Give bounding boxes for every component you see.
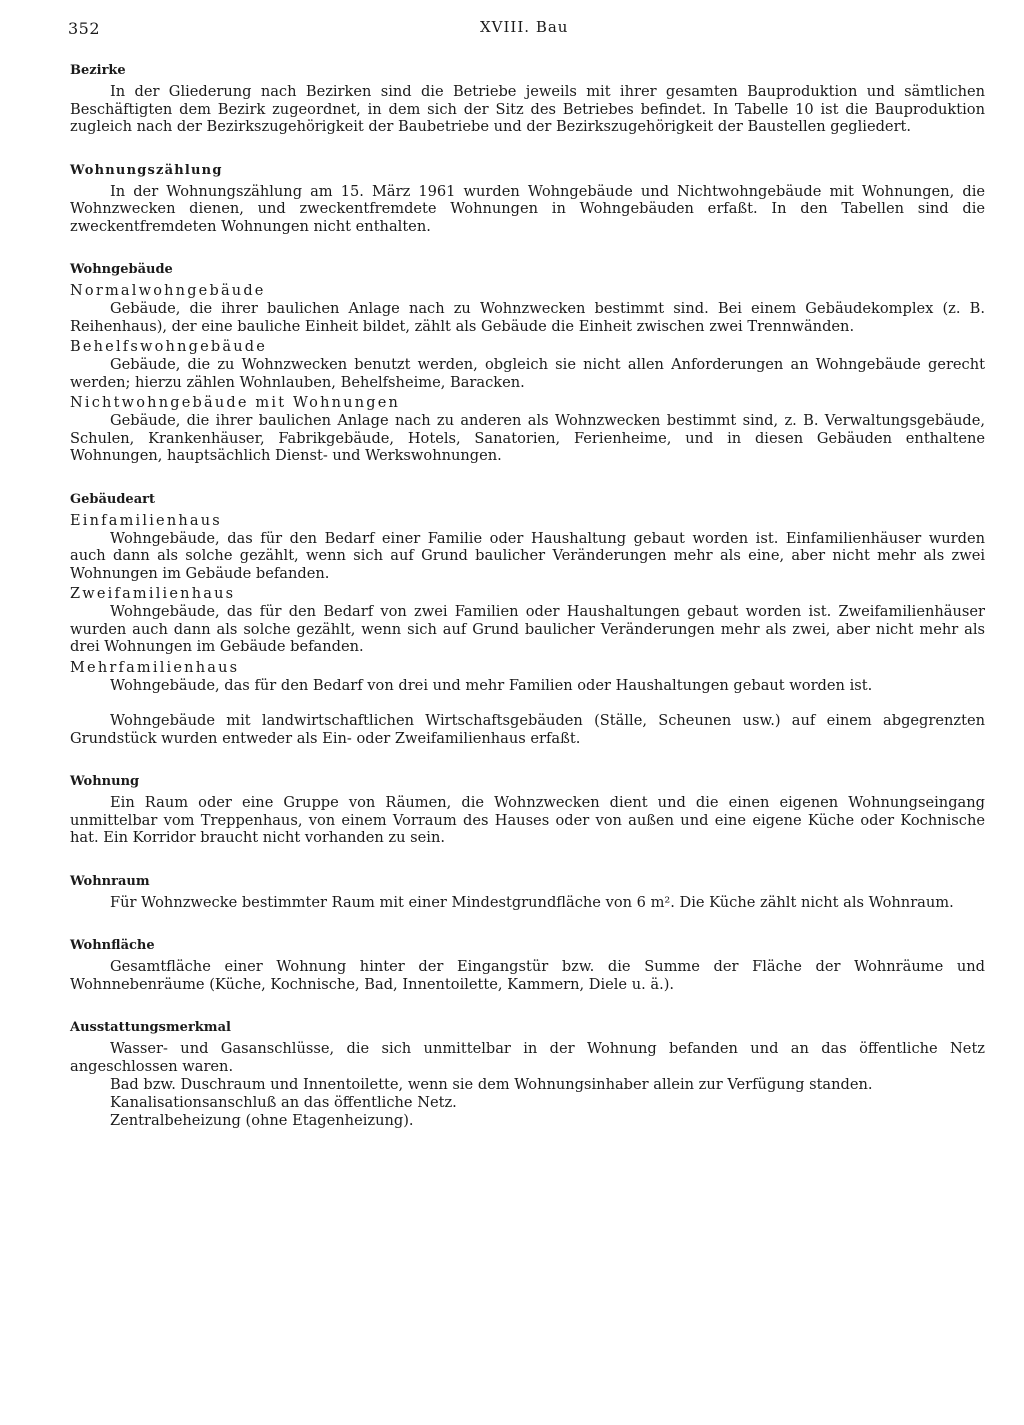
section-heading: Wohngebäude: [70, 262, 173, 277]
subheading: Normalwohngebäude: [70, 283, 266, 299]
page-number: 352: [68, 19, 101, 38]
paragraph: Wohngebäude, das für den Bedarf von drei und mehr Familien oder Haushaltungen gebaut worden ist.: [110, 676, 873, 694]
section-gebaeudeart: [70, 491, 985, 748]
running-head: XVIII. Bau: [480, 18, 569, 36]
section-bezirke: [70, 62, 985, 136]
paragraph: Für Wohnzwecke bestimmter Raum mit einer Mindestgrundfläche von 6 m². Die Küche zählt nicht als Wohnraum.: [110, 893, 954, 911]
section-heading: Wohnungszählung: [70, 162, 223, 178]
section-heading: Bezirke: [70, 63, 126, 78]
paragraph: Gebäude, die ihrer baulichen Anlage nach zu anderen als Wohnzwecken bestimmt sind, z. B. Verwaltungsgebäude, Schulen, Krankenhäuser, Fabrikgebäude, Hotels, Sanatorien, Ferienheime, und in diesen Gebäuden enthaltene Wohnungen, hauptsächlich Dienst- und Werkswohnungen.: [70, 412, 985, 464]
subheading: Einfamilienhaus: [70, 512, 222, 529]
list-item: Wasser- und Gasanschlüsse, die sich unmittelbar in der Wohnung befanden und an das öffentliche Netz angeschlossen waren.: [70, 1040, 985, 1075]
paragraph: Wohngebäude, das für den Bedarf einer Familie oder Haushaltung gebaut worden ist. Einfamilienhäuser wurden auch dann als solche gezählt, wenn sich auf Grund baulicher Veränderungen mehr als eine, aber nicht mehr als zwei Wohnungen im Gebäude befanden.: [70, 529, 985, 582]
section-heading: Wohnfläche: [70, 938, 155, 953]
section-wohnraum: [70, 873, 985, 912]
section-heading: Wohnraum: [70, 873, 150, 889]
subheading: Mehrfamilienhaus: [70, 659, 240, 676]
page-content: [70, 62, 985, 1156]
paragraph: Wohngebäude, das für den Bedarf von zwei Familien oder Haushaltungen gebaut worden ist. Zweifamilienhäuser wurden auch dann als solche gezählt, wenn sich auf Grund baulicher Veränderungen mehr als zwei, aber nicht mehr als drei Wohnungen im Gebäude befanden.: [70, 603, 985, 655]
paragraph: Gesamtfläche einer Wohnung hinter der Eingangstür bzw. die Summe der Fläche der Wohnräume und Wohnnebenräume (Küche, Kochnische, Bad, Innentoilette, Kammern, Diele u. ä.).: [70, 958, 985, 993]
paragraph: In der Wohnungszählung am 15. März 1961 wurden Wohngebäude und Nichtwohngebäude mit Wohnungen, die Wohnzwecken dienen, und zweckentfremdete Wohnungen in Wohngebäuden erfaßt. In den Tabellen sind die zweckentfremdeten Wohnungen nicht enthalten.: [70, 182, 985, 235]
section-wohnflaeche: [70, 937, 985, 993]
section-wohnungszaehlung: [70, 162, 985, 236]
paragraph: Gebäude, die ihrer baulichen Anlage nach zu Wohnzwecken bestimmt sind. Bei einem Gebäudekomplex (z. B. Reihenhaus), der eine bauliche Einheit bildet, zählt als Gebäude die Einheit zwischen zwei Trennwänden.: [70, 300, 985, 335]
list-item: Bad bzw. Duschraum und Innentoilette, wenn sie dem Wohnungsinhaber allein zur Verfügung standen.: [110, 1076, 873, 1093]
section-ausstattungsmerkmal: [70, 1019, 985, 1130]
paragraph: Wohngebäude mit landwirtschaftlichen Wirtschaftsgebäuden (Ställe, Scheunen usw.) auf einem abgegrenzten Grundstück wurden entweder als Ein- oder Zweifamilienhaus erfaßt.: [70, 712, 985, 747]
subheading: Behelfswohngebäude: [70, 339, 268, 355]
section-wohngebaeude: [70, 261, 985, 465]
section-wohnung: [70, 773, 985, 847]
paragraph: In der Gliederung nach Bezirken sind die Betriebe jeweils mit ihrer gesamten Bauproduktion und sämtlichen Beschäftigten dem Bezirk zugeordnet, in dem sich der Sitz des Betriebes befindet. In Tabelle 10 ist die Bauproduktion zugleich nach der Bezirkszugehörigkeit der Baubetriebe und der Bezirkszugehörigkeit der Baustellen gegliedert.: [70, 83, 985, 135]
subheading: Zweifamilienhaus: [70, 586, 236, 602]
section-heading: Gebäudeart: [70, 491, 155, 507]
paragraph: Ein Raum oder eine Gruppe von Räumen, die Wohnzwecken dient und die einen eigenen Wohnungseingang unmittelbar vom Treppenhaus, von einem Vorraum des Hauses oder von außen und eine eigene Küche oder Kochnische hat. Ein Korridor braucht nicht vorhanden zu sein.: [70, 794, 985, 846]
paragraph: Gebäude, die zu Wohnzwecken benutzt werden, obgleich sie nicht allen Anforderungen an Wohngebäude gerecht werden; hierzu zählen Wohnlauben, Behelfsheime, Baracken.: [70, 356, 985, 391]
section-heading: Ausstattungsmerkmal: [70, 1020, 231, 1035]
list-item: Kanalisationsanschluß an das öffentliche Netz.: [110, 1094, 457, 1111]
subheading: Nichtwohngebäude mit Wohnungen: [70, 395, 401, 411]
section-heading: Wohnung: [70, 774, 140, 789]
list-item: Zentralbeheizung (ohne Etagenheizung).: [110, 1112, 414, 1129]
